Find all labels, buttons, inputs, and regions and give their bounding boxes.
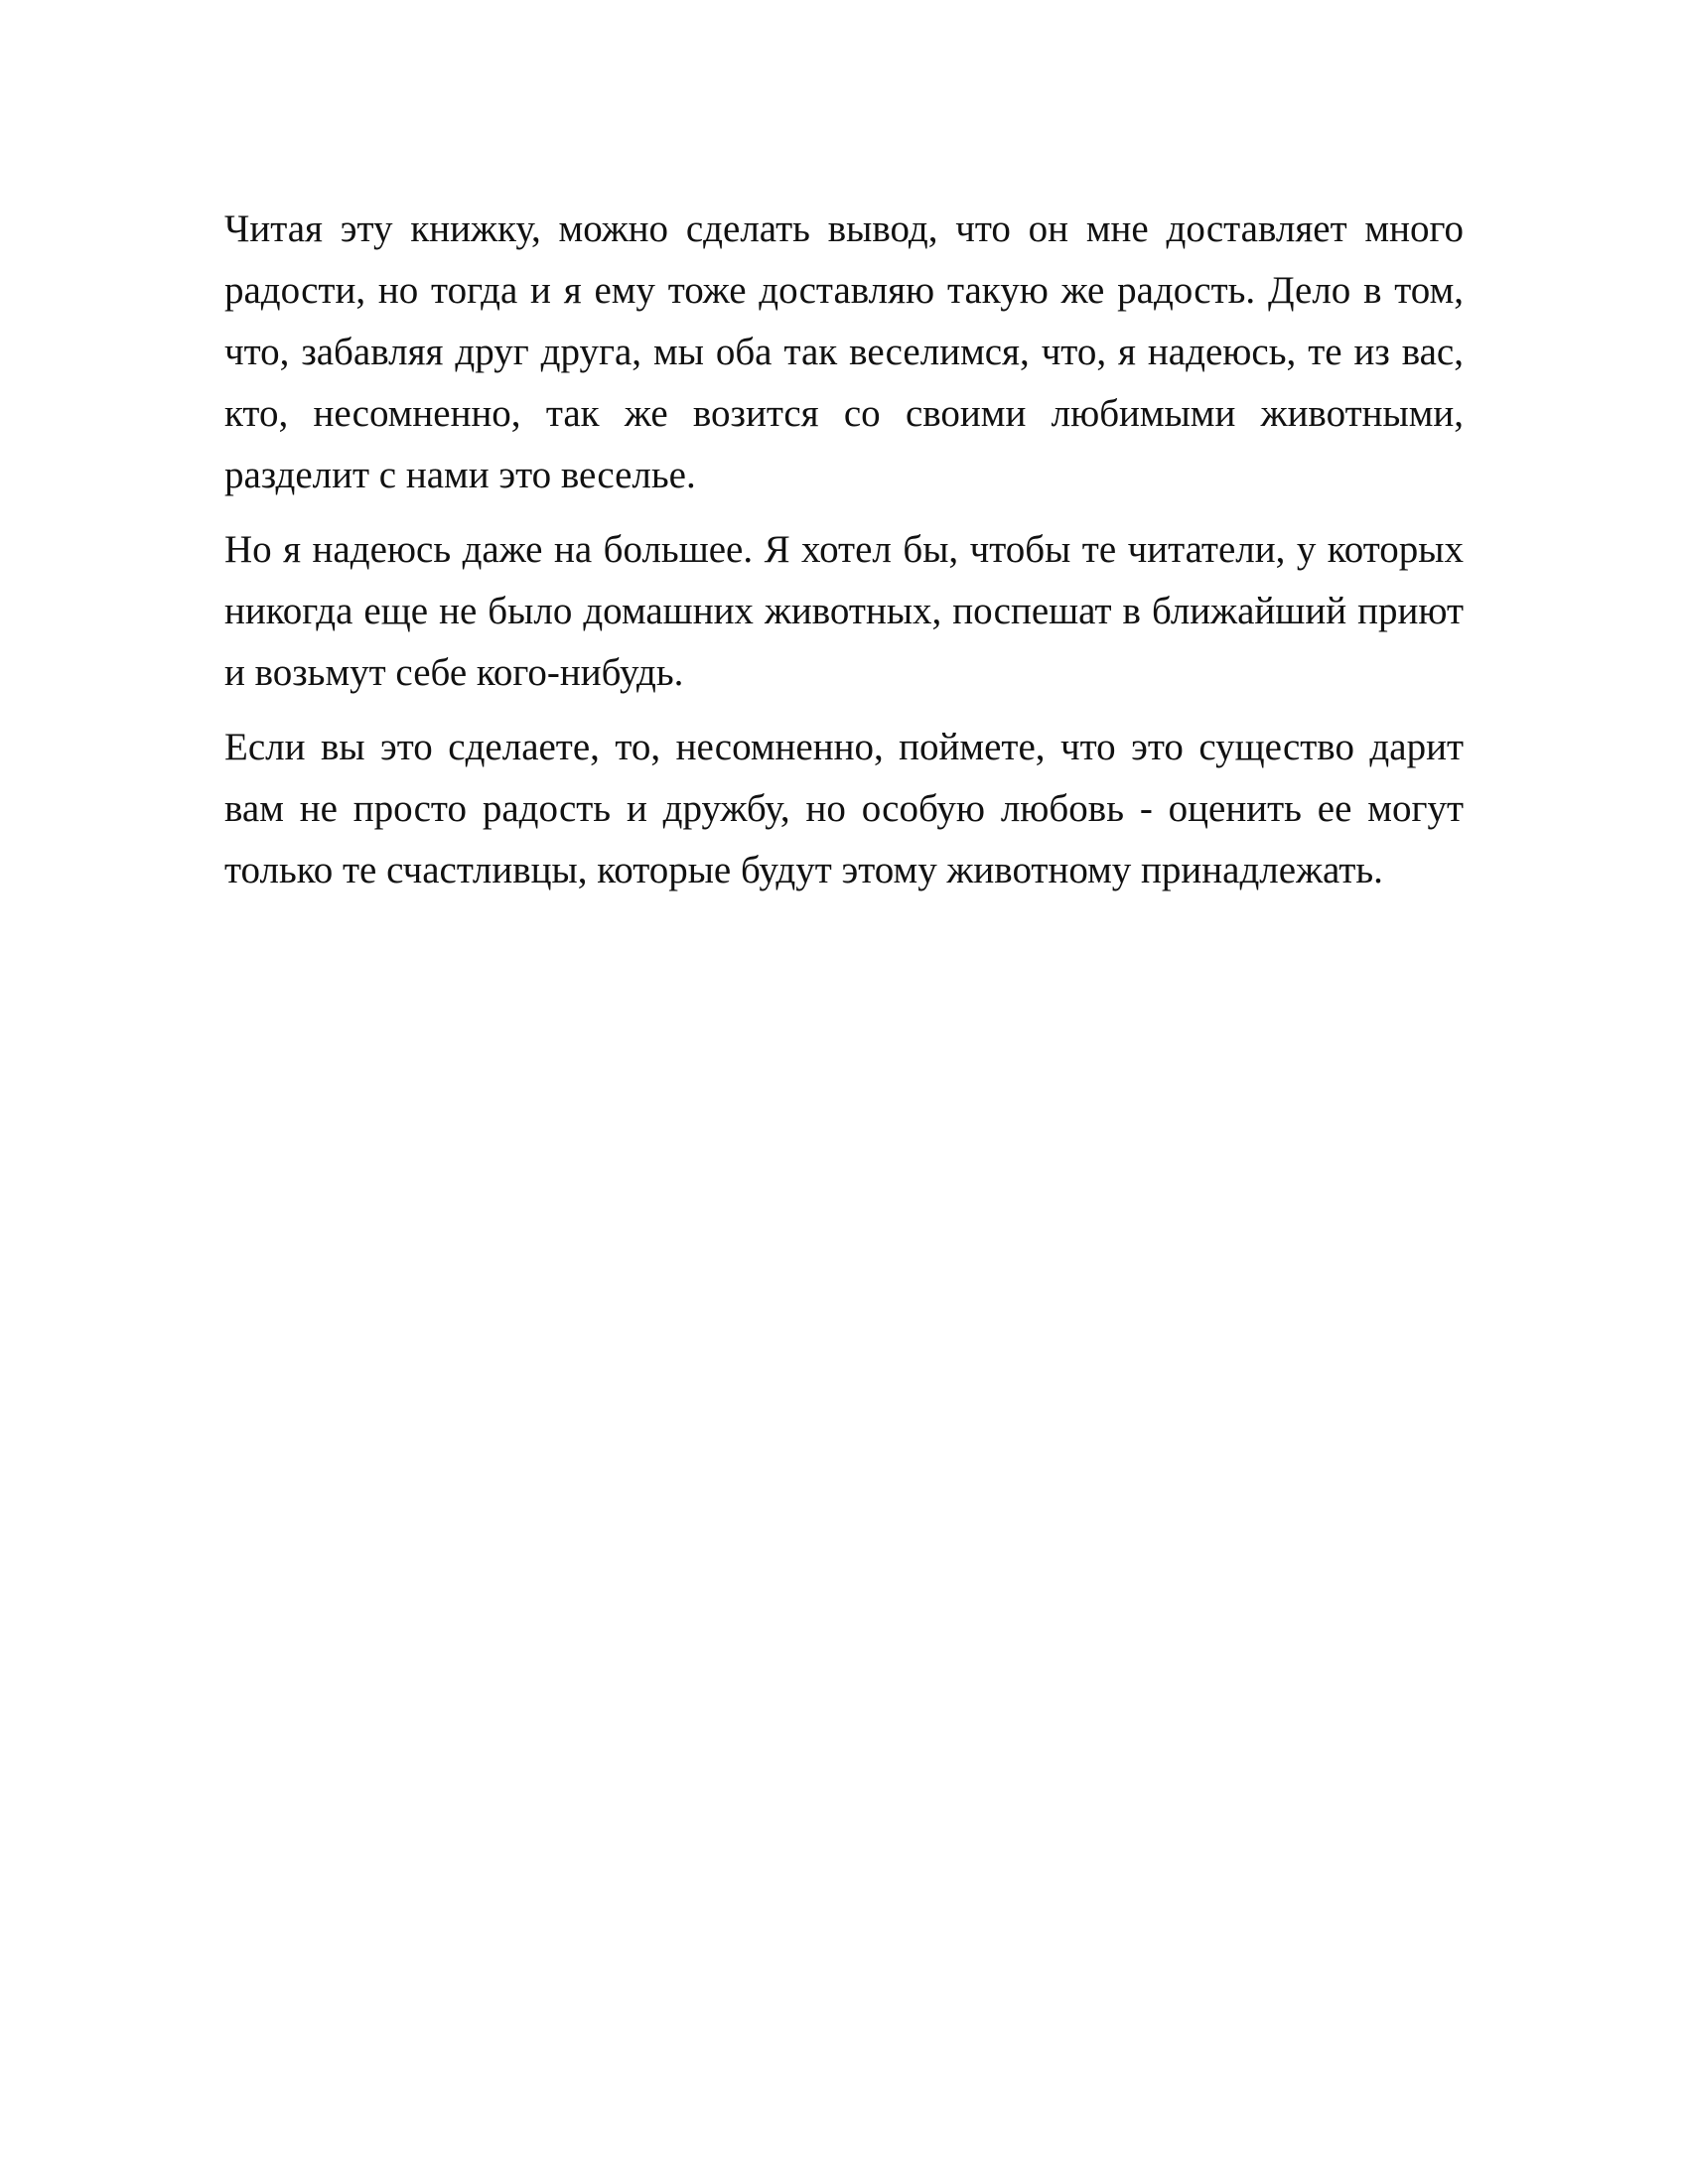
document-body — [224, 199, 1464, 914]
paragraph-2: Но я надеюсь даже на большее. Я хотел бы, чтобы те читатели, у которых никогда еще не было домашних животных, поспешат в ближайший приют и возьмут себе кого-нибудь. — [224, 528, 1464, 694]
paragraph-1: Читая эту книжку, можно сделать вывод, что он мне доставляет много радости, но тогда и я ему тоже доставляю такую же радость. Дело в том, что, забавляя друг друга, мы оба так веселимся, что, я надеюсь, те из вас, кто, несомненно, так же возится со своими любимыми животными, разделит с нами это веселье. — [224, 207, 1464, 496]
paragraph-3: Если вы это сделаете, то, несомненно, поймете, что это существо дарит вам не просто радость и дружбу, но особую любовь - оценить ее могут только те счастливцы, которые будут этому животному принадлежать. — [224, 726, 1464, 891]
